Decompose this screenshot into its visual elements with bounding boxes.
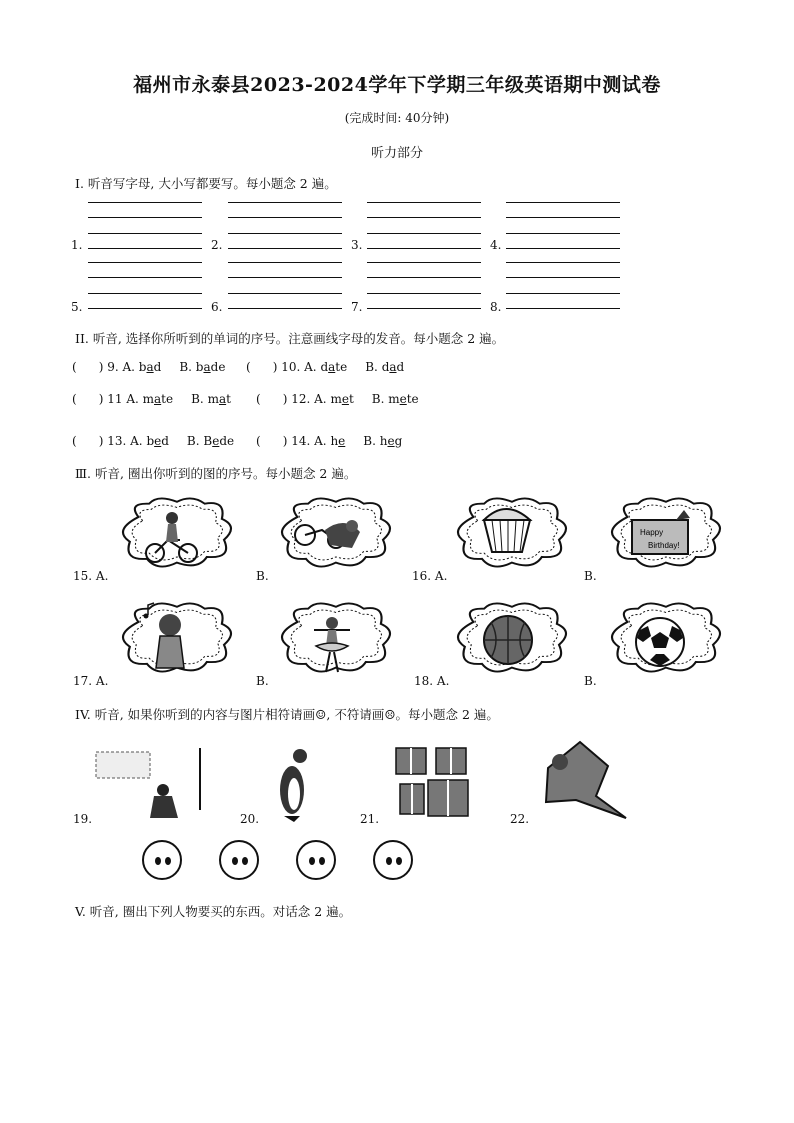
question-number: 6. [211,300,223,314]
answer-bracket[interactable]: ( ) [72,360,104,374]
time-limit: (完成时间: 40分钟) [344,111,450,125]
answer-bracket[interactable]: ( ) [246,360,278,374]
option-a[interactable]: A. date [304,360,348,374]
section-4-heading: IV. 听音, 如果你听到的内容与图片相符请画☺, 不符请画☹。每小题念 2 遍。 [75,707,499,722]
page-title: 福州市永泰县2023-2024学年下学期三年级英语期中测试卷 [133,74,661,96]
section-5-heading: V. 听音, 圈出下列人物要买的东西。对话念 2 遍。 [75,904,352,919]
penguin-icon [280,749,307,822]
question-number: 11 [107,392,123,406]
answer-bracket[interactable]: ( ) [72,434,104,448]
question-number: 7. [351,300,363,314]
cloud-frame [123,498,231,566]
flag-man-icon [96,748,200,818]
question-number: 4. [490,238,502,252]
question-number: 1. [71,238,83,252]
option-label[interactable]: 15. A. [73,569,109,583]
section-3-heading: Ⅲ. 听音, 圈出你听到的图的序号。每小题念 2 遍。 [75,466,357,481]
option-b[interactable]: B. mete [371,392,419,406]
option-b[interactable]: B. bade [179,360,226,374]
question-number: 21. [360,812,380,826]
option-a[interactable]: A. bed [130,434,169,448]
question-number: 12. [291,392,311,406]
answer-bracket[interactable]: ( ) [72,392,104,406]
answer-face-icon[interactable] [219,840,259,880]
cupcake-icon [484,509,530,552]
option-label[interactable]: 18. A. [414,674,450,688]
option-label[interactable]: 17. A. [73,674,109,688]
question-number: 2. [211,238,223,252]
question-number: 19. [73,812,93,826]
question-number: 3. [351,238,363,252]
section-1-heading: Ⅰ. 听音写字母, 大小写都要写。每小题念 2 遍。 [75,176,337,191]
option-label[interactable]: B. [256,674,269,688]
answer-bracket[interactable]: ( ) [256,434,288,448]
answer-face-icon[interactable] [373,840,413,880]
section-2-heading: II. 听音, 选择你所听到的单词的序号。注意画线字母的发音。每小题念 2 遍。 [75,331,505,346]
option-label[interactable]: B. [584,569,597,583]
section-part-label: 听力部分 [370,146,423,161]
option-b[interactable]: B. heg [363,434,403,448]
option-label[interactable]: B. [256,569,269,583]
option-b[interactable]: B. dad [365,360,405,374]
card-text-birthday: Birthday! [648,541,680,550]
question-number: 8. [490,300,502,314]
card-text-happy: Happy [640,528,664,537]
soccer-ball-icon [636,618,684,666]
answer-bracket[interactable]: ( ) [256,392,288,406]
option-b[interactable]: B. Bede [186,434,235,448]
question-number: 5. [71,300,83,314]
question-number: 20. [240,812,260,826]
option-a[interactable]: A. he [314,434,346,448]
basketball-icon [484,616,532,664]
option-b[interactable]: B. mat [191,392,231,406]
option-label[interactable]: 16. A. [412,569,448,583]
option-a[interactable]: A. met [314,392,354,406]
question-number: 14. [291,434,311,448]
kite-icon [546,742,626,818]
option-label[interactable]: B. [584,674,597,688]
question-number: 13. [107,434,127,448]
answer-face-icon[interactable] [142,840,182,880]
option-a[interactable]: A. bad [122,360,162,374]
question-number: 10. [281,360,301,374]
gift-boxes-icon [396,748,468,816]
answer-face-icon[interactable] [296,840,336,880]
question-number: 22. [510,812,530,826]
option-a[interactable]: A. mate [126,392,174,406]
question-number: 9. [107,360,119,374]
